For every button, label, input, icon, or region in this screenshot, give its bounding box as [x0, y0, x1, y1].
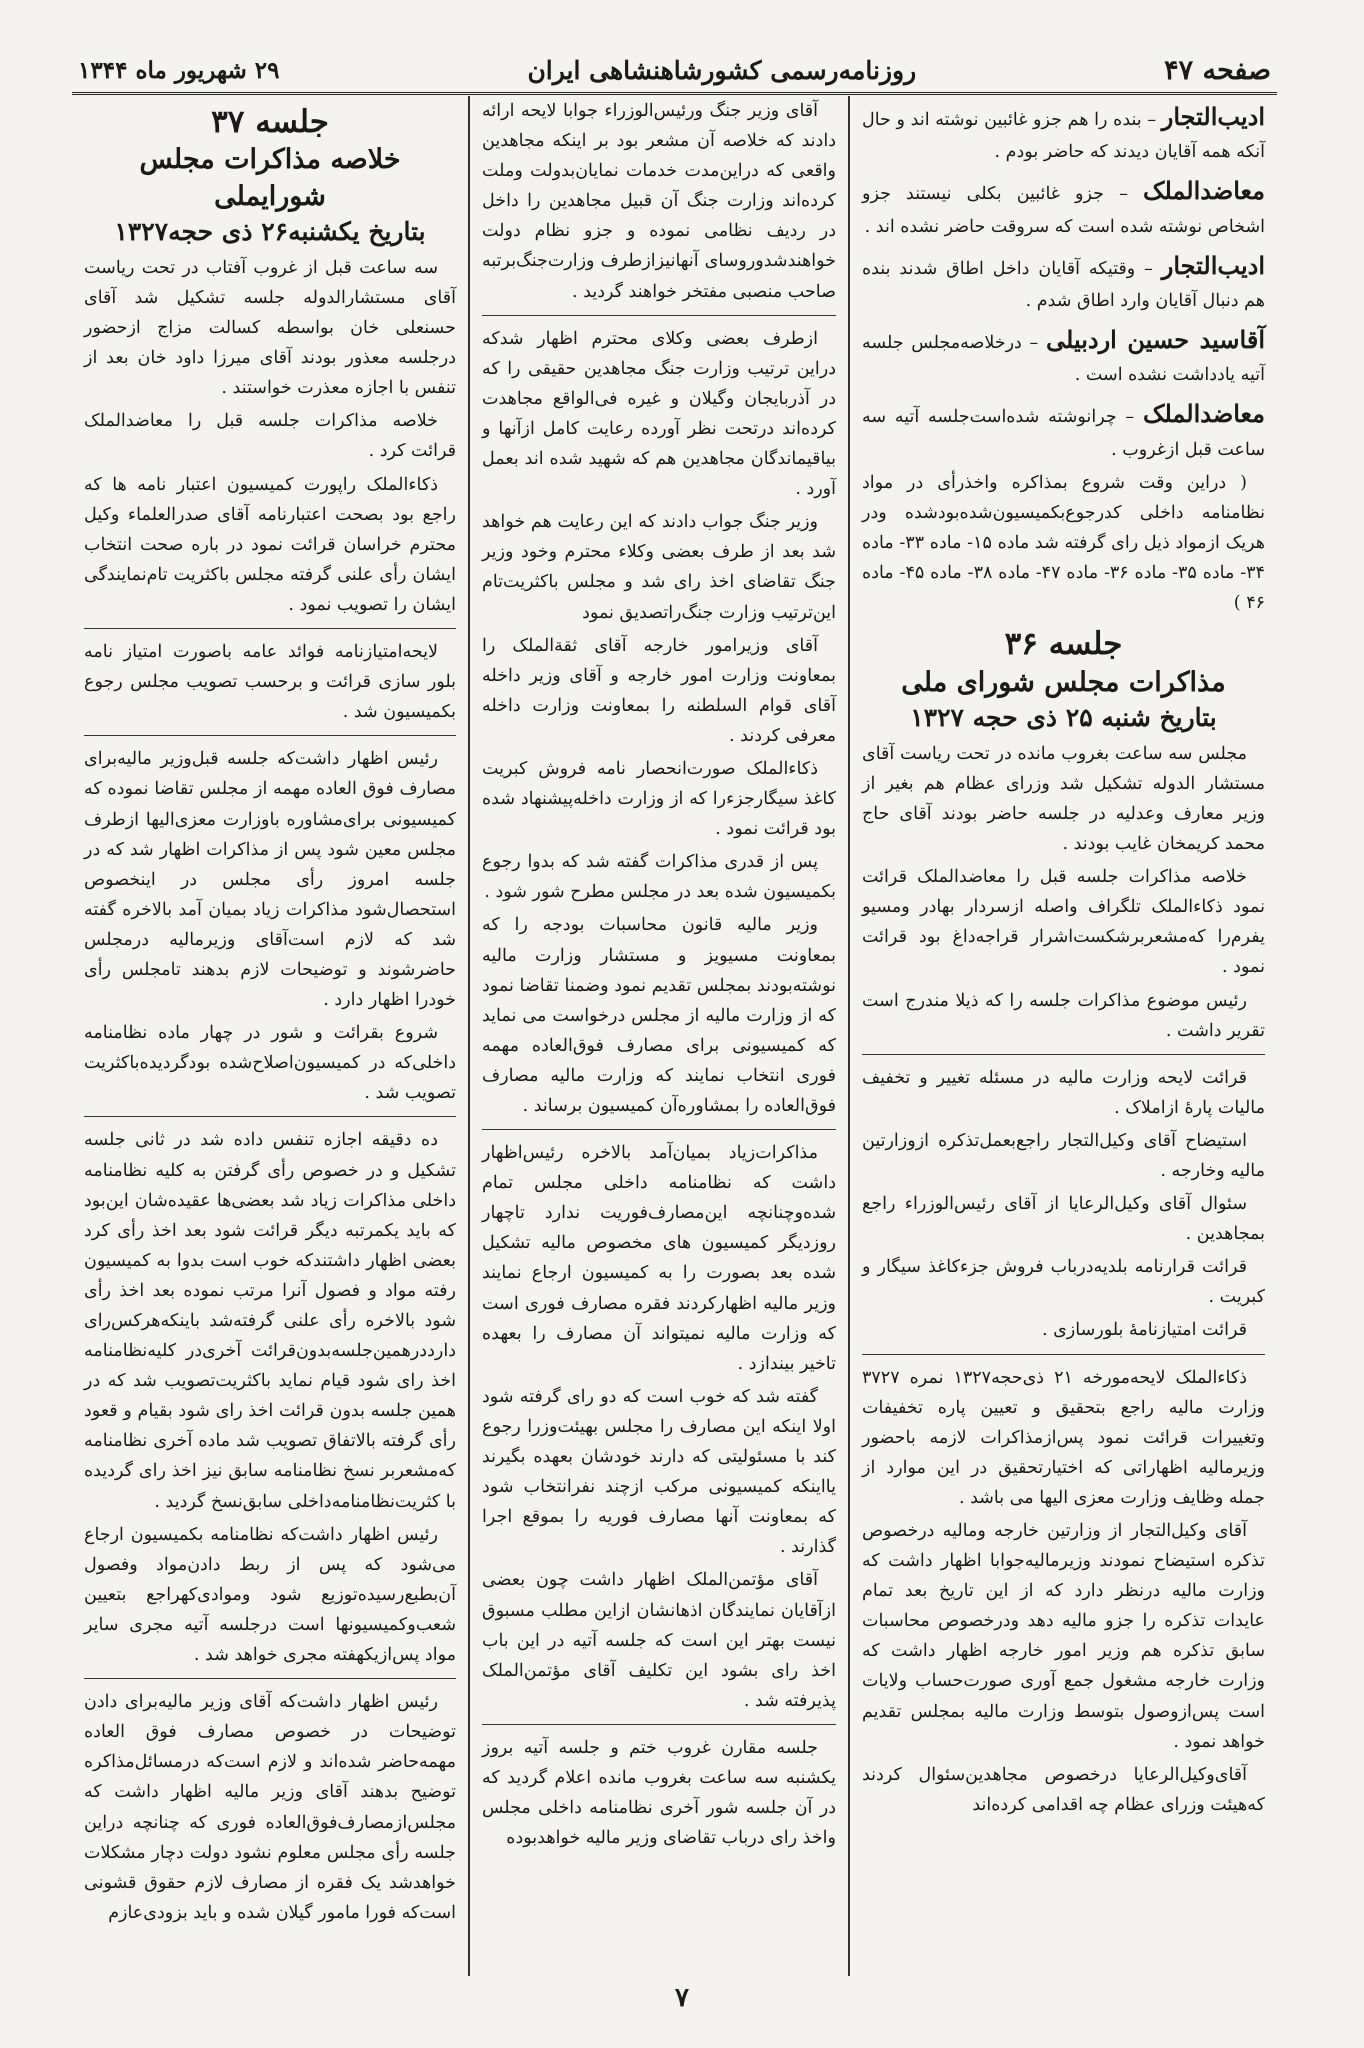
paragraph: آقای‌وکیل‌الرعایا درخصوص مجاهدین‌سئوال کردند که‌هیئت وزرای عظام چه اقدامی کرده‌اند: [862, 1764, 1265, 1815]
session-heading-37: [84, 102, 456, 249]
speaker-entry: [862, 393, 1265, 464]
session-title: خلاصه مذاکرات مجلس شورایملی: [139, 144, 401, 212]
speaker-text: – وقتیکه آقایان داخل اطاق شدند بنده هم دنبال آقایان وارد اطاق شدم .: [862, 258, 1265, 311]
speaker-text: – بنده را هم جزو غائبین نوشته اند و حال آنکه همه آقایان دیدند که حاضر بودم .: [862, 110, 1265, 163]
speaker-entry: [862, 170, 1265, 241]
page-number: ۷: [675, 1983, 689, 2013]
paragraph: قرائت امتیازنامهٔ بلورسازی .: [1041, 1320, 1247, 1341]
paragraph: مجلس سه ساعت بغروب مانده در تحت ریاست آقای مستشار الدوله تشکیل شد وزرای عظام هم بغیر از وزیر معارف وعدلیه در جلسه حاضر بودند آقای حاج محمد کریمخان غایب بودند .: [862, 743, 1265, 855]
paragraph: وزیر جنگ جواب دادند که این رعایت هم خواهد شد بعد از طرف بعضی وکلاء محترم وخود وزیر جنگ تقاضای اخذ رای شد و مجلس باکثریت‌تام این‌ترتیب وزارت جنگ‌راتصدیق نمود: [482, 512, 836, 623]
paragraph: ذکاءالملک راپورت کمیسیون اعتبار نامه ها که راجع بود بصحت اعتبارنامه آقای صدرالعلماء وکیل محترم خراسان قرائت نمود در باره صحت انتخاب ایشان رأی علنی گرفته مجلس باکثریت تام‌نمایندگی ایشان را تصویب نمود .: [84, 474, 456, 615]
newspaper-title: روزنامه‌رسمی کشورشاهنشاهی ایران: [527, 55, 917, 85]
divider: [84, 735, 456, 736]
speaker-entry: [862, 245, 1265, 316]
paragraph: شروع بقرائت و شور در چهار ماده نظامنامه داخلی‌که در کمیسیون‌اصلاح‌شده بودگردیده‌باکثریت تصویب شد .: [84, 1023, 456, 1104]
paragraph: ذکاءالملک لایحه‌مورخه ۲۱ ذی‌حجه‌۱۳۲۷ نمره ۳۷۲۷ وزارت مالیه راجع بتحقیق و تعیین پاره تخفیفات وتغییرات قرائت نمود پس‌ازمذاکرات لازمه باحضور وزیرمالیه اظهاراتی که اختیار‌تحقیق در این موارد از جمله وظایف وزارت معزی الیها می باشد .: [862, 1367, 1265, 1508]
speaker-text: – چرانوشته شده‌است‌جلسه آتیه سه ساعت قبل ازغروب .: [862, 407, 1265, 460]
divider: [862, 1054, 1265, 1055]
paragraph: وزیر مالیه قانون محاسبات بودجه را که بمعاونت مسیویز و مستشار وزارت مالیه نوشته‌بودند بمجلس تقدیم نمود وضمنا تقاضا نمود که از وزارت مالیه از مجلس درخواست می نماید که کمیسیونی برای مصارف فوق‌العاده مهمه فوری انتخاب نمایند که وزارت مالیه مصارف فوق‌العاده را بمشاوره‌آن کمیسیون برساند .: [482, 915, 836, 1116]
speaker-text: – درخلاصه‌مجلس جلسه آتیه یادداشت نشده است .: [862, 333, 1265, 386]
paragraph: ده دقیقه اجازه تنفس داده شد در ثانی جلسه تشکیل و در خصوص رأی گرفتن به کلیه نظامنامه داخلی مذاکرات زیاد شد بعضی‌ها عقیده‌شان این‌بود که باید یکمرتبه دیگر قرائت شود بعد اخذ رأی کرد بعضی اظهار داشتندکه خوب است بدوا به کمیسیون رفته مواد و فصول آنرا مرتب نموده بعد اخذ رأی شود بالاخره رأی علنی گرفته‌شد باینکه‌هرکس‌رای دارددرهمین‌جلسه‌بدون‌قرائت آخری‌در کلیه‌نظامنامه اخذ رای شود قیام نماید باکثریت‌تصویب شد که در همین جلسه بدون قرائت اخذ رای شود بقیام و قعود رأی گرفته بالاتفاق تصویب شد ماده آخری نظامنامه که‌مشعربر نسخ نظامنامه سابق نیز اخذ رای گردیده با کثریت‌نظامنامه‌داخلی سابق‌نسخ گردید .: [84, 1130, 456, 1512]
speaker-name: ادیب‌التجار: [1161, 250, 1265, 280]
divider: [862, 1354, 1265, 1355]
session-title: مذاکرات مجلس شورای ملی: [901, 666, 1226, 698]
paragraph: ( دراین وقت شروع بمذاکره واخذرأی در مواد نظامنامه داخلی کدرجوع‌بکمیسیون‌شده‌بودشده ودر هریک ازمواد ذیل رای گرفته شد ماده ۱۵- ماده ۳۳- ماده ۳۴- ماده ۳۵- ماده ۳۶- ماده ۴۷- ماده ۳۸- ماده ۴۵- ماده ۴۶ ): [862, 472, 1265, 614]
divider: [84, 1116, 456, 1117]
paragraph: قرائت لایحه وزارت مالیه در مسئله تغییر و تخفیف مالیات پارهٔ ازاملاک .: [862, 1067, 1265, 1118]
paragraph: سه ساعت قبل از غروب آفتاب در تحت ریاست آقای مستشارالدوله جلسه تشکیل شد آقای حسنعلی خان بواسطه کسالت مزاج ازحضور درجلسه معذور بودند آقای میرزا داود خان بعد از تنفس با اجازه معذرت خواستند .: [84, 257, 456, 399]
paragraph: جلسه مقارن غروب ختم و جلسه آتیه بروز یکشنبه سه ساعت بغروب مانده اعلام گردید که در آن جلسه شور آخری نظامنامه داخلی مجلس واخذ رای دربا‌ب تقاضای وزیر مالیه خواهدبوده: [482, 1737, 836, 1849]
speaker-entry: [862, 96, 1265, 167]
session-date: بتاریخ یکشنبه۲۶ ذی حجه۱۳۲۷: [114, 217, 426, 247]
paragraph: سئوال آقای وکیل‌الرعایا از آقای رئیس‌الوزراء راجع بمجاهدین .: [862, 1194, 1265, 1245]
speaker-entry: [862, 319, 1265, 390]
paragraph: رئیس موضوع مذاکرات جلسه را که ذیلا مندرج است تقریر داشت .: [862, 990, 1265, 1041]
column-middle: [468, 96, 850, 1976]
speaker-name: معاضدالملک: [1142, 176, 1265, 206]
paragraph: آقای مؤتمن‌الملک اظهار داشت چون بعضی ازآقایان نمایندگان اذهانشان ازاین مطلب مسبوق نیست بهتر این است که جلسه آتیه در این باب اخذ رای بشود این تکلیف آقای مؤتمن‌الملک پذیرفته شد .: [482, 1570, 836, 1711]
paragraph: ازطرف بعضی وکلای محترم اظهار شدکه دراین ترتیب وزارت جنگ مجاهدین حقیقی را که در آذربایجان وگیلان و غیره فی‌الواقع مجاهدت کرده‌اند درتحت نظر آورده رعایت کامل ازآنها و بیاقیماندگان مجاهدین هم که شهید شده اند بعمل آورد .: [482, 328, 836, 500]
paragraph: مذاکرات‌زیاد بمیان‌آمد بالاخره رئیس‌اظهار داشت که نظامنامه داخلی مجلس تمام شده‌وچنانچه این‌مصارف‌فوریت ندارد تاچهار روزدیگر کمیسیون های مخصوص مالیه تشکیل شده بعد بصورت را به کمیسیون ارجاع نمایند وزیر مالیه اظهارکردند فقره مصارف فوری است که وزارت مالیه نمیتواند آن مصارف را بعهده تاخیر بیندازد .: [482, 1143, 836, 1374]
masthead: [72, 48, 1277, 95]
column-right: [850, 96, 1277, 1976]
paragraph: خلاصه مذاکرات جلسه قبل را معاضدالملک قرائت نمود ذکاءالملک تلگراف واصله ازسردار بهادر ومسیو یفرم‌را که‌مشعربرشکست‌اشرار قراجه‌داغ بود قرائت نمود .: [862, 867, 1265, 978]
column-left: [72, 96, 468, 1976]
paragraph: رئیس اظهار داشت‌که نظامنامه بکمیسیون ارجاع می‌شود که پس از ربط دادن‌مواد وفصول آن‌بطبع‌رسیده‌توزیع شود وموادی‌کهراجع بتعیین شعب‌وکمیسیونها است درجلسه آتیه مجری سایر مواد پس‌ازیکهفته مجری خواهد شد .: [84, 1524, 456, 1666]
speaker-name: آقاسید حسین اردبیلی: [1046, 325, 1265, 355]
page-label: صفحه ۴۷: [1164, 54, 1271, 86]
speaker-name: معاضدالملک: [1142, 399, 1265, 429]
paragraph: گفته شد که خوب است که دو رای گرفته شود اولا اینکه این مصارف را مجلس بهیئت‌وزرا رجوع کند با مسئولیتی که دارند خودشان بعهده بگیرند یااینکه کمیسیونی مرکب ازچند نفرانتخاب شود که بمعاونت آنها مصارف فوریه را بموقع اجرا گذارند .: [482, 1386, 836, 1558]
paragraph: آقای وکیل‌التجار از وزارتین خارجه ومالیه درخصوص تذکره استیضاح نمودند وزیرمالیه‌جوابا اظهار داشت که وزارت مالیه درنظر دارد که از این تاریخ بعد تمام عایدات تذکره را جزو مالیه دهد ودرخصوص محاسبات سابق تذکره هم وزیر امور خارجه اظهار داشت که وزارت خارجه مشغول جمع آوری صورت‌حساب ولایات است پس‌ازوصول بتوسط وزارت مالیه بمجلس تقدیم خواهد نمود .: [862, 1521, 1265, 1752]
paragraph: ذکاءالملک صورت‌انحصار نامه فروش کبریت کاغذ سیگارجزءرا که از وزارت داخله‌پیشنهاد شده بود قرائت نمود .: [482, 758, 836, 840]
session-heading-36: [862, 624, 1265, 734]
issue-date: ۲۹ شهریور ماه ۱۳۴۴: [78, 56, 280, 84]
divider: [84, 1678, 456, 1679]
session-number: جلسه ۳۶: [1004, 626, 1123, 663]
paragraph: لایحه‌امتیازنامه فوائد عامه باصورت امتیاز نامه بلور سازی قرائت و برحسب تصویب مجلس رجوع بکمیسیون شد .: [84, 642, 456, 723]
paragraph: رئیس اظهار داشت‌که جلسه قبل‌وزیر مالیه‌برای مصارف فوق العاده مهمه از مجلس تقاضا نموده که کمیسیونی برای‌مشاوره باوزارت معزی‌الیها ازطرف مجلس معین شود پس از مذاکرات اظهار شد که در جلسه امروز رأی مجلس در اینخصوص استحصال‌شود مذاکرات زیاد بمیان آمد بالاخره گفته شد که لازم است‌آقای وزیرمالیه درمجلس حاضرشوند و توضیحات لازم بدهند تامجلس رأی خودرا اظهار دارد .: [84, 749, 456, 1011]
paragraph: آقای وزیرامور خارجه آقای ثقة‌الملک را بمعاونت وزارت امور خارجه و آقای وزیر داخله آقای قوام السلطنه را بمعاونت وزارت داخله معرفی کردند .: [482, 635, 836, 746]
paragraph: رئیس اظهار داشت‌که آقای وزیر مالیه‌برای دادن توضیحات در خصوص مصارف فوق العاده مهمه‌حاضر شده‌اند و لازم است‌که درمسائل‌مذاکره توضیح بدهند آقای وزیر مالیه اظهار داشت که مجلس‌ازمصارف‌فوق‌العاده فوری که چنانچه دراین جلسه رأی مجلس معلوم نشود دولت دچار مشکلات خواهدشد یک فقره از مصارف لازم حقوق قشونی است‌که فورا مامور گیلان شده و باید بزودی‌عازم: [84, 1692, 456, 1923]
divider: [84, 628, 456, 629]
speaker-text: – جزو غائبین بکلی نیستند جزو اشخاص نوشته شده است که سروقت حاضر نشده اند .: [862, 184, 1265, 237]
divider: [482, 315, 836, 316]
paragraph: آقای وزیر جنگ ورئیس‌الوزراء جوابا لایحه ارائه دادند که خلاصه آن مشعر بود بر اینکه مجاهدین واقعی که دراین‌مدت خدمات نمایان‌بدولت وملت کرده‌اند وزارت جنگ آن قبیل مجاهدین را داخل در ردیف نظامی نموده و جزو نظام دولت خواهندشدوروسای آنهانیزازطرف وزارت‌جنگ‌برتبه صاحب منصبی مفتخر خواهند گردید .: [482, 101, 836, 302]
speaker-name: ادیب‌التجار: [1161, 102, 1265, 131]
paragraph: خلاصه مذاکرات جلسه قبل را معاضدالملک قرائت کرد .: [84, 411, 456, 462]
paragraph: قرائت قرارنامه بلدیه‌دربا‌ب فروش جزءکاغذ سیگار و کبریت .: [862, 1257, 1265, 1308]
columns: [72, 96, 1277, 1976]
paragraph: پس از قدری مذاکرات گفته شد که بدوا رجوع بکمیسیون شده بعد در مجلس مطرح شور شود .: [482, 852, 836, 903]
divider: [482, 1724, 836, 1725]
session-number: جلسه ۳۷: [211, 104, 329, 140]
divider: [482, 1129, 836, 1130]
session-date: بتاریخ شنبه ۲۵ ذی حجه ۱۳۲۷: [910, 703, 1217, 732]
paragraph: استیضاح آقای وکیل‌التجار راجع‌بعمل‌تذکره ازوزارتین مالیه وخارجه .: [862, 1130, 1265, 1181]
